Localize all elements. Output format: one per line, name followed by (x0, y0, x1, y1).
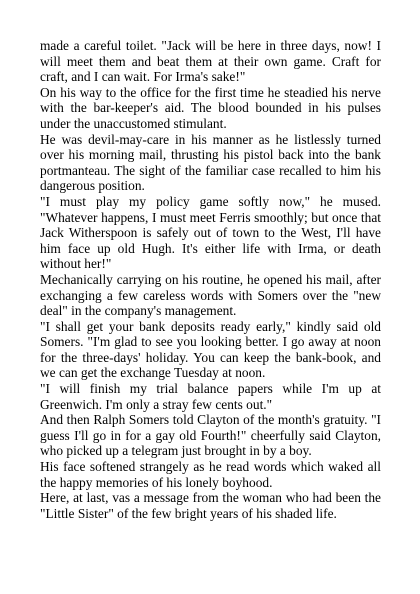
paragraph: Here, at last, vas a message from the woman who had been the "Little Sister" of the few bright years of his shaded life. (40, 490, 381, 521)
page-text (40, 38, 381, 521)
paragraph: "I will finish my trial balance papers while I'm up at Greenwich. I'm only a stray few cents out." (40, 381, 381, 412)
paragraph: And then Ralph Somers told Clayton of the month's gratuity. "I guess I'll go in for a gay old Fourth!" cheerfully said Clayton, who picked up a telegram just brought in by a boy. (40, 412, 381, 459)
paragraph: On his way to the office for the first time he steadied his nerve with the bar-keeper's aid. The blood bounded in his pulses under the unaccustomed stimulant. (40, 84, 381, 131)
paragraph: "I must play my policy game softly now," he mused. "Whatever happens, I must meet Ferris smoothly; but once that Jack Witherspoon is safely out of town to the West, I'll have him face up old Hugh. It's either life with Irma, or death without her!" (40, 193, 381, 272)
paragraph: Mechanically carrying on his routine, he opened his mail, after exchanging a few careless words with Somers over the "new deal" in the company's management. (40, 271, 381, 319)
paragraph: made a careful toilet. "Jack will be here in three days, now! I will meet them and beat them at their own game. Craft for craft, and I can wait. For Irma's sake!" (40, 38, 381, 85)
paragraph: He was devil-may-care in his manner as he listlessly turned over his morning mail, thrusting his pistol back into the bank portmanteau. The sight of the familiar case recalled to him his dangerous position. (40, 131, 381, 194)
paragraph: His face softened strangely as he read words which waked all the happy memories of his lonely boyhood. (40, 459, 381, 490)
paragraph: "I shall get your bank deposits ready early," kindly said old Somers. "I'm glad to see you looking better. I go away at noon for the three-days' holiday. You can keep the bank-book, and we can get the exchange Tuesday at noon. (40, 318, 381, 381)
